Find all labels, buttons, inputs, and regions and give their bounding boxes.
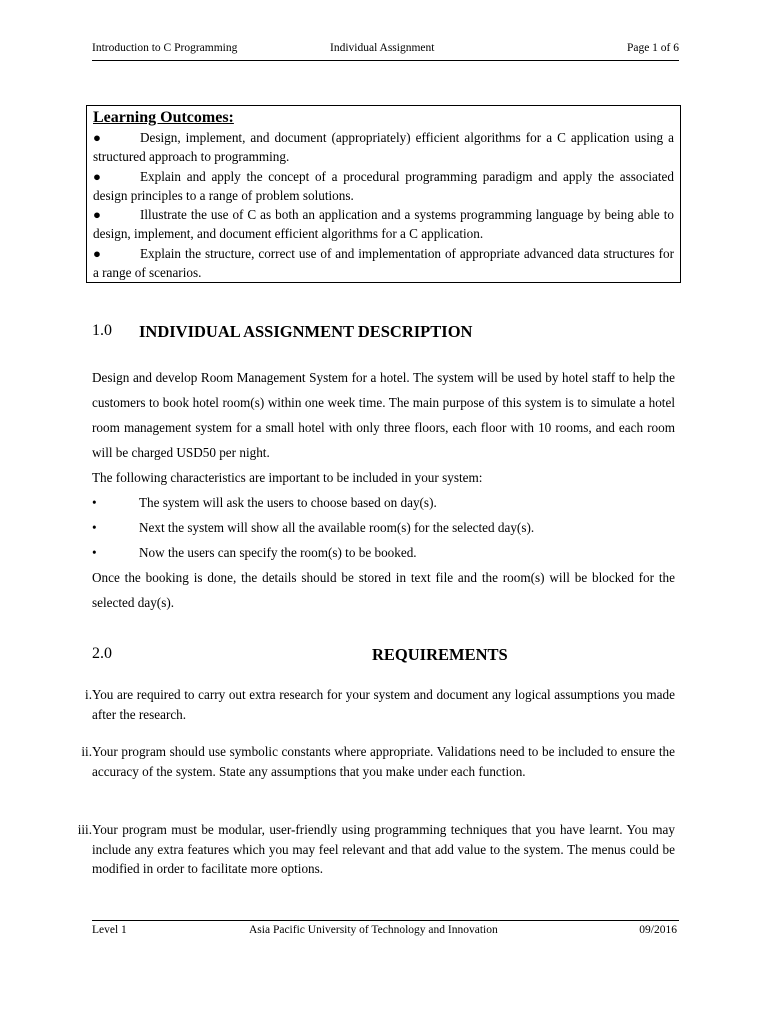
section-2-title: REQUIREMENTS — [372, 645, 508, 664]
page-header — [92, 42, 679, 61]
learning-outcome-item — [93, 244, 674, 283]
requirement-text: Your program must be modular, user-friendly using programming techniques that you have learnt. You may include any extra features which you may feel relevant and that add value to the system. The menus could be modified in order to facilitate more options. — [92, 822, 675, 876]
assignment-description — [92, 365, 675, 615]
requirement-text: Your program should use symbolic constants where appropriate. Validations need to be included to ensure the accuracy of the system. State any assumptions that you make under each function. — [92, 744, 675, 779]
list-item — [92, 540, 675, 565]
bullet-icon: • — [92, 545, 97, 560]
requirement-item — [60, 742, 675, 781]
bullet-icon: • — [92, 520, 97, 535]
bullet-icon: ● — [93, 245, 101, 261]
page-footer — [92, 920, 679, 941]
learning-outcome-text: Design, implement, and document (appropriately) efficient algorithms for a C application using a structured approach to programming. — [93, 130, 674, 165]
header-page-number: Page 1 of 6 — [626, 42, 679, 54]
learning-outcome-item — [93, 167, 674, 206]
list-item-text: The system will ask the users to choose based on day(s). — [139, 495, 437, 510]
bullet-icon: ● — [93, 168, 101, 184]
bullet-icon: • — [92, 495, 97, 510]
requirement-numeral: ii. — [81, 744, 92, 759]
bullet-icon: ● — [93, 130, 101, 145]
learning-outcomes-box — [86, 105, 681, 283]
section-2-number: 2.0 — [92, 645, 112, 662]
list-item — [92, 490, 675, 515]
characteristics-list — [92, 490, 675, 565]
learning-outcome-text: Explain and apply the concept of a procedural programming paradigm and apply the associated design principles to a range of problem solutions. — [93, 168, 674, 203]
list-item-text: Now the users can specify the room(s) to be booked. — [139, 545, 417, 560]
requirement-item — [60, 685, 675, 724]
bullet-icon: ● — [93, 207, 101, 223]
header-course-title: Introduction to C Programming — [92, 42, 238, 54]
requirement-numeral: iii. — [77, 822, 92, 837]
learning-outcome-text: Illustrate the use of C as both an application and a systems programming language by being able to design, implement, and document efficient algorithms for a C application. — [93, 207, 674, 242]
list-item-text: Next the system will show all the available room(s) for the selected day(s). — [139, 520, 535, 535]
footer-date: 09/2016 — [639, 924, 677, 936]
list-item — [92, 515, 675, 540]
learning-outcome-text: Explain the structure, correct use of and implementation of appropriate advanced data structures for a range of scenarios. — [93, 245, 674, 281]
footer-level: Level 1 — [92, 924, 127, 936]
section-1-number: 1.0 — [92, 322, 112, 339]
header-document-type: Individual Assignment — [330, 42, 435, 54]
requirement-text: You are required to carry out extra research for your system and document any logical assumptions you made after the research. — [92, 687, 675, 722]
requirement-item — [60, 820, 675, 879]
description-closing-paragraph: Once the booking is done, the details should be stored in text file and the room(s) will be blocked for the selected day(s). — [92, 570, 675, 610]
description-paragraph: Design and develop Room Management System for a hotel. The system will be used by hotel staff to help the customers to book hotel room(s) within one week time. The main purpose of this system is to simulate a hotel room management system for a small hotel with only three floors, each floor with 10 rooms, and each room will be charged USD50 per night. — [92, 370, 675, 460]
section-1-title: INDIVIDUAL ASSIGNMENT DESCRIPTION — [139, 322, 473, 341]
footer-institution: Asia Pacific University of Technology and Innovation — [249, 924, 498, 936]
requirement-numeral: i. — [85, 687, 92, 702]
learning-outcomes-title: Learning Outcomes: — [93, 109, 234, 126]
learning-outcome-item — [93, 128, 674, 167]
description-intro-characteristics: The following characteristics are important to be included in your system: — [92, 470, 483, 485]
learning-outcome-item — [93, 205, 674, 244]
